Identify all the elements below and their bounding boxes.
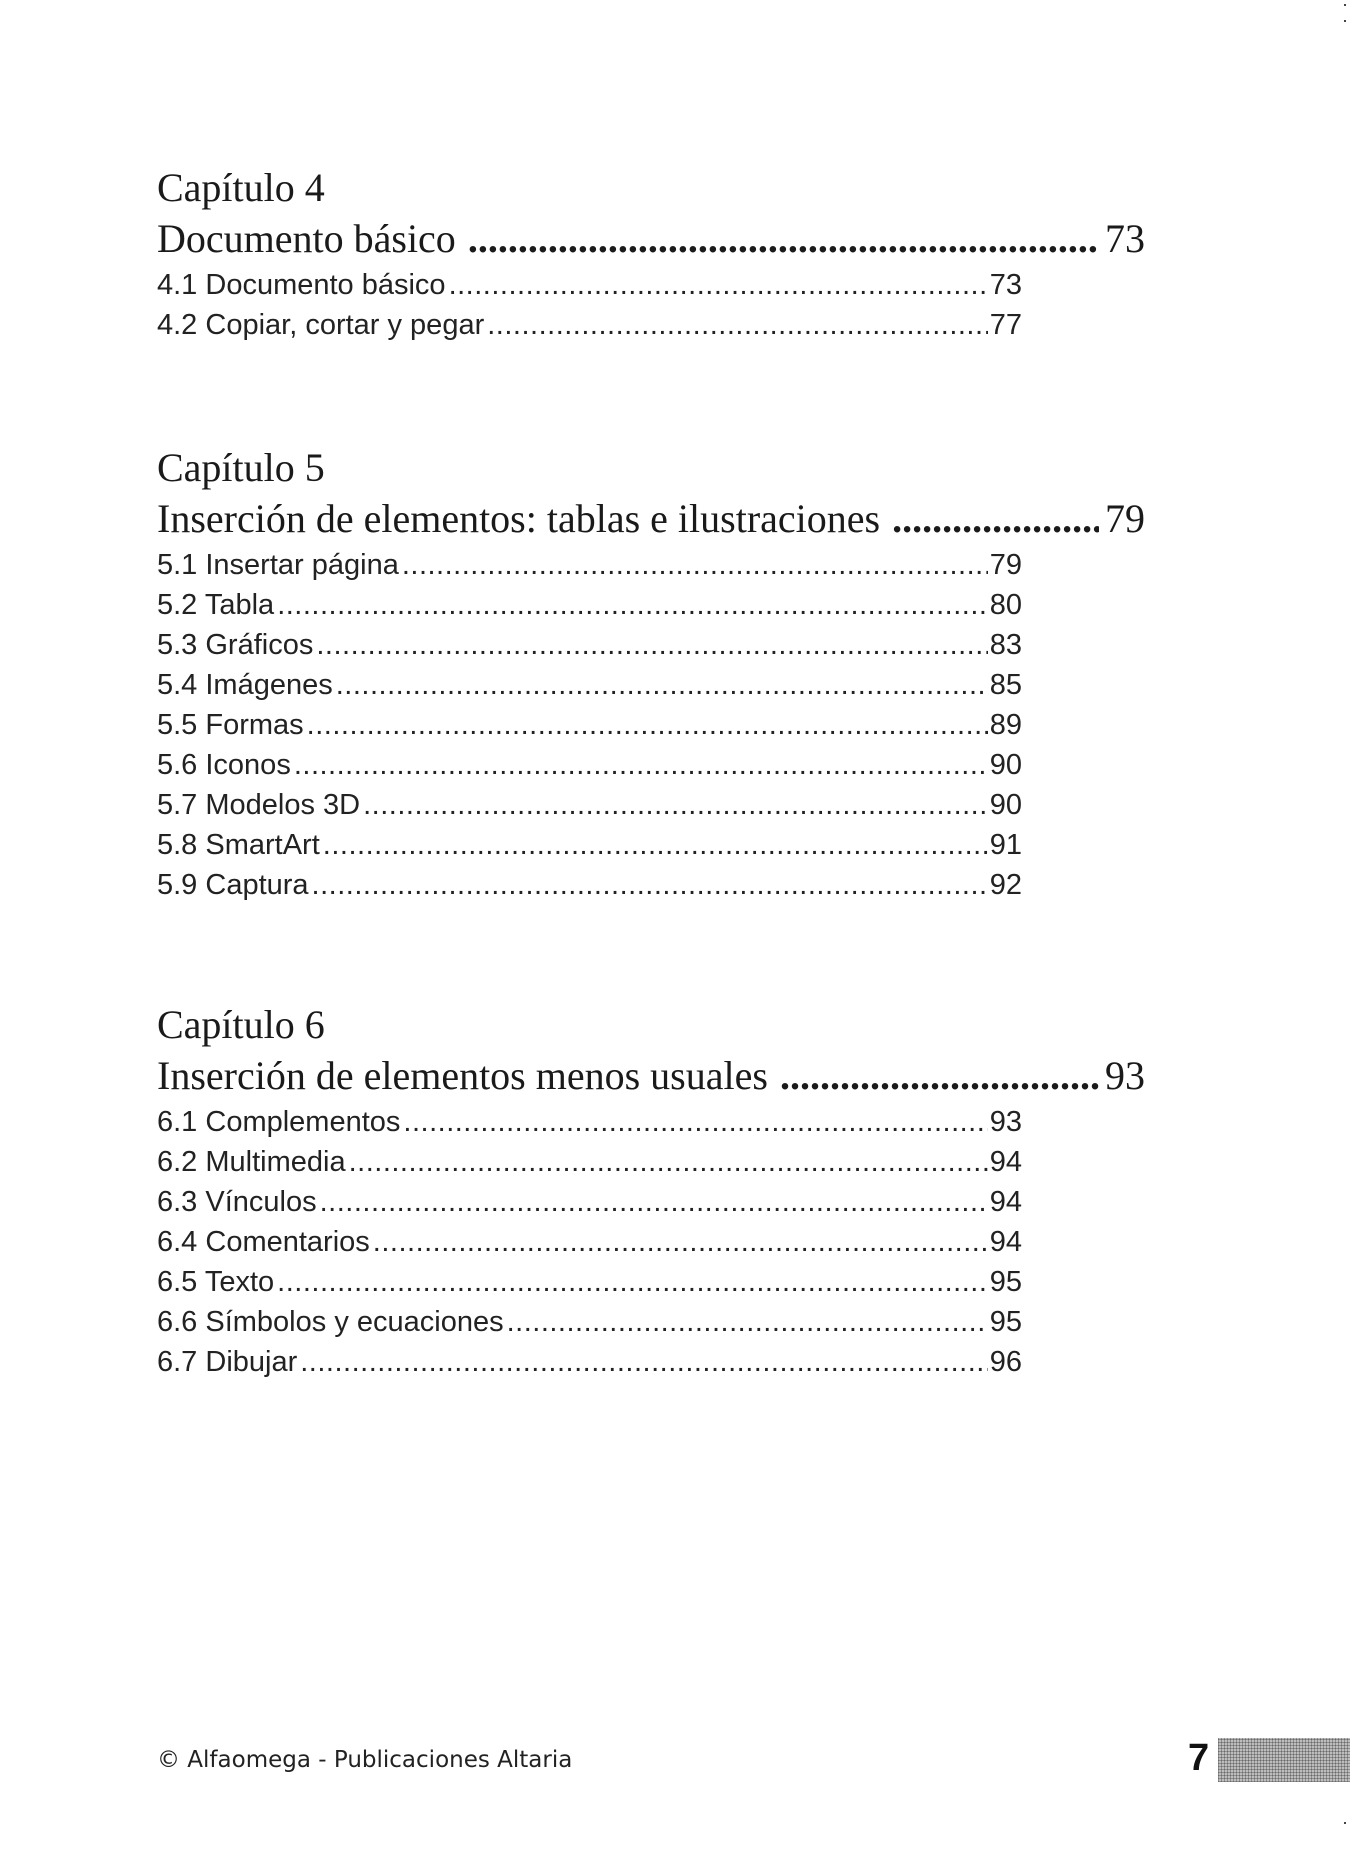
chapter-label: Capítulo 4 — [157, 165, 325, 210]
dot-leader — [468, 213, 1099, 265]
section-label: 5.3 Gráficos — [157, 629, 314, 661]
section-label: 5.8 SmartArt — [157, 829, 320, 861]
section-entry[interactable] — [157, 1342, 1022, 1382]
section-page-number: 93 — [989, 1106, 1022, 1138]
dot-leader — [320, 1182, 988, 1222]
section-label: 5.1 Insertar página — [157, 549, 399, 581]
chapter-title-entry[interactable] — [157, 493, 1145, 545]
section-entry[interactable] — [157, 825, 1022, 865]
page-band-decoration — [1218, 1738, 1350, 1782]
section-label: 6.7 Dibujar — [157, 1346, 298, 1378]
section-label: 4.1 Documento básico — [157, 269, 446, 301]
section-entry[interactable] — [157, 265, 1022, 305]
section-entry[interactable] — [157, 705, 1022, 745]
section-entry[interactable] — [157, 665, 1022, 705]
section-entry[interactable] — [157, 1102, 1022, 1142]
section-label: 6.3 Vínculos — [157, 1186, 317, 1218]
section-entry[interactable] — [157, 1182, 1022, 1222]
section-label: 5.9 Captura — [157, 869, 309, 901]
section-entry[interactable] — [157, 545, 1022, 585]
dot-leader — [307, 705, 988, 745]
section-page-number: 92 — [989, 869, 1022, 901]
dot-leader — [277, 585, 988, 625]
page-number: 7 — [1188, 1737, 1210, 1779]
section-page-number: 89 — [989, 709, 1022, 741]
scan-edge-mark — [1344, 1822, 1346, 1824]
dot-leader — [402, 545, 988, 585]
section-label: 6.2 Multimedia — [157, 1146, 346, 1178]
copyright-footer: © Alfaomega - Publicaciones Altaria — [157, 1747, 573, 1773]
section-list — [157, 1102, 1022, 1382]
section-page-number: 83 — [989, 629, 1022, 661]
section-page-number: 90 — [989, 749, 1022, 781]
section-list — [157, 265, 1022, 345]
section-label: 6.5 Texto — [157, 1266, 275, 1298]
dot-leader — [487, 305, 988, 345]
section-page-number: 79 — [989, 549, 1022, 581]
section-label: 5.4 Imágenes — [157, 669, 333, 701]
chapter-title-entry[interactable] — [157, 1050, 1145, 1102]
dot-leader — [507, 1302, 988, 1342]
section-page-number: 94 — [989, 1146, 1022, 1178]
chapter-title-entry[interactable] — [157, 213, 1145, 265]
section-label: 4.2 Copiar, cortar y pegar — [157, 309, 485, 341]
dot-leader — [349, 1142, 988, 1182]
chapter-block — [157, 443, 1145, 905]
section-page-number: 95 — [989, 1266, 1022, 1298]
section-entry[interactable] — [157, 1222, 1022, 1262]
dot-leader — [316, 625, 987, 665]
chapter-block — [157, 163, 1145, 345]
dot-leader — [323, 825, 988, 865]
dot-leader — [373, 1222, 988, 1262]
section-label: 6.6 Símbolos y ecuaciones — [157, 1306, 504, 1338]
section-page-number: 90 — [989, 789, 1022, 821]
dot-leader — [300, 1342, 987, 1382]
section-entry[interactable] — [157, 305, 1022, 345]
section-page-number: 94 — [989, 1226, 1022, 1258]
scan-edge-mark — [1344, 20, 1346, 22]
section-entry[interactable] — [157, 1142, 1022, 1182]
chapter-page-number: 73 — [1105, 216, 1145, 261]
chapter-page-number: 93 — [1105, 1053, 1145, 1098]
section-label: 5.7 Modelos 3D — [157, 789, 361, 821]
dot-leader — [449, 265, 988, 305]
chapter-label: Capítulo 5 — [157, 445, 325, 490]
section-page-number: 91 — [989, 829, 1022, 861]
dot-leader — [336, 665, 988, 705]
chapter-title: Inserción de elementos menos usuales — [157, 1053, 768, 1098]
scan-edge-mark — [1344, 4, 1346, 6]
section-entry[interactable] — [157, 625, 1022, 665]
section-page-number: 96 — [989, 1346, 1022, 1378]
section-page-number: 77 — [989, 309, 1022, 341]
section-entry[interactable] — [157, 785, 1022, 825]
section-page-number: 95 — [989, 1306, 1022, 1338]
chapter-title: Inserción de elementos: tablas e ilustraciones — [157, 496, 881, 541]
section-label: 6.4 Comentarios — [157, 1226, 370, 1258]
dot-leader — [892, 493, 1099, 545]
section-entry[interactable] — [157, 865, 1022, 905]
section-page-number: 94 — [989, 1186, 1022, 1218]
dot-leader — [312, 865, 988, 905]
chapter-label: Capítulo 6 — [157, 1002, 325, 1047]
section-entry[interactable] — [157, 1302, 1022, 1342]
section-label: 6.1 Complementos — [157, 1106, 401, 1138]
dot-leader — [780, 1050, 1099, 1102]
dot-leader — [277, 1262, 988, 1302]
dot-leader — [363, 785, 988, 825]
section-page-number: 85 — [989, 669, 1022, 701]
section-entry[interactable] — [157, 1262, 1022, 1302]
chapter-page-number: 79 — [1105, 496, 1145, 541]
section-page-number: 73 — [989, 269, 1022, 301]
section-entry[interactable] — [157, 745, 1022, 785]
chapter-block — [157, 1000, 1145, 1382]
section-label: 5.5 Formas — [157, 709, 304, 741]
section-label: 5.6 Iconos — [157, 749, 291, 781]
section-label: 5.2 Tabla — [157, 589, 275, 621]
section-page-number: 80 — [989, 589, 1022, 621]
section-list — [157, 545, 1022, 905]
dot-leader — [294, 745, 988, 785]
chapter-title: Documento básico — [157, 216, 456, 261]
dot-leader — [403, 1102, 987, 1142]
section-entry[interactable] — [157, 585, 1022, 625]
